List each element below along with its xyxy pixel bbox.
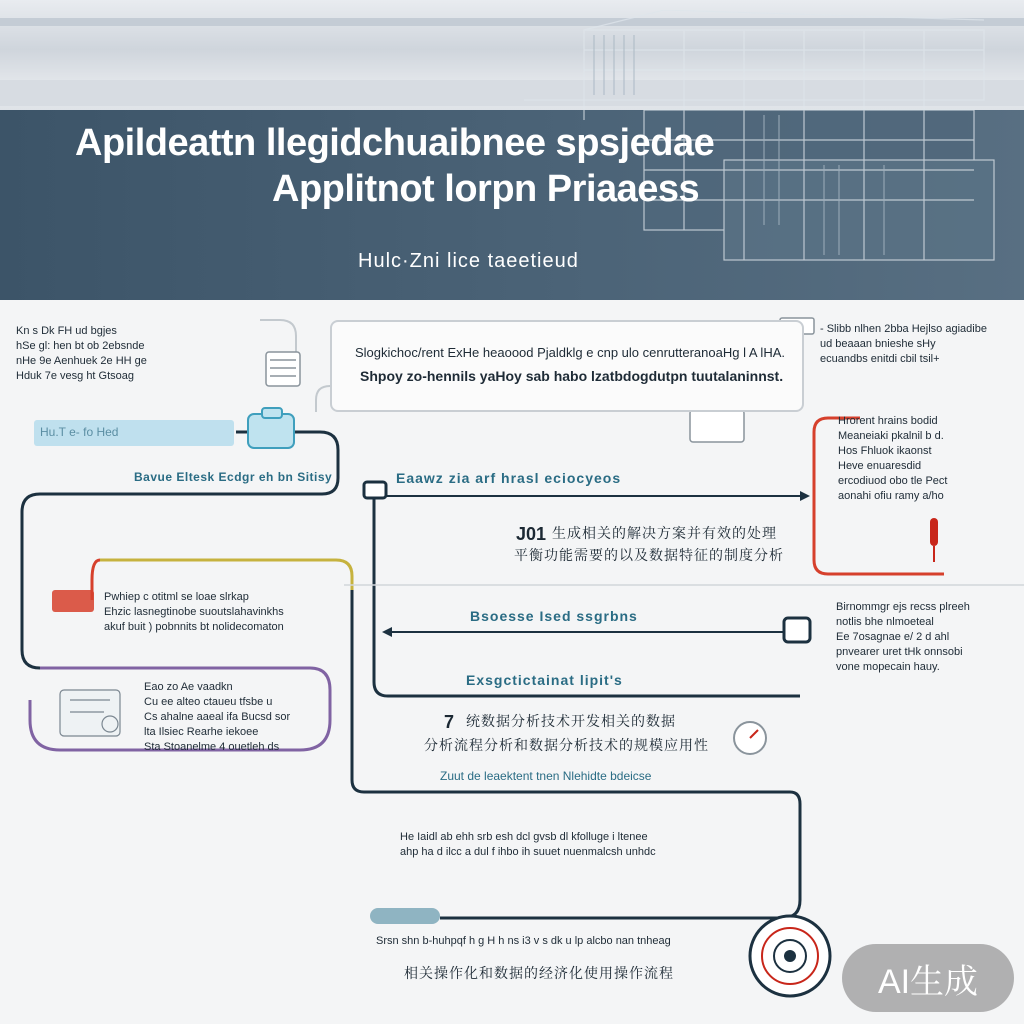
note-line: vone mopecain hauy. xyxy=(836,661,940,673)
node-marker xyxy=(52,590,94,612)
stage1-label: Eaawz zia arf hrasl eciocyeos xyxy=(396,470,622,486)
right-note-2 xyxy=(836,600,970,675)
note-line: notlis bhe nlmoeteal xyxy=(836,616,934,628)
note-line: Birnommgr ejs recss plreeh xyxy=(836,601,970,613)
callout-line2: Shpoy zo-hennils yaHoy sab habo lzatbdogdutpn tuutalaninnst. xyxy=(360,368,784,384)
gauge-icon xyxy=(734,722,766,754)
paragraph-line: He Iaidl ab ehh srb esh dcl gvsb dl kfolluge i ltenee xyxy=(400,831,648,843)
node-marker xyxy=(364,482,386,498)
note-line: - Slibb nlhen 2bba Hejlso agiadibe xyxy=(820,323,987,335)
page-subtitle: Hulc·Zni lice taeetieud xyxy=(358,250,579,272)
note-line: Cu ee alteo ctaueu tfsbe u xyxy=(144,696,273,708)
equipment-illustration xyxy=(60,690,120,736)
note-line: Hos Fhluok ikaonst xyxy=(838,445,932,457)
left-note-2 xyxy=(144,680,290,755)
stage3-number: 7 xyxy=(444,712,455,732)
note-line: Eao zo Ae vaadkn xyxy=(144,681,233,693)
stage1-number: J01 xyxy=(516,524,547,544)
note-line: Pwhiep c otitml se loae slrkap xyxy=(104,591,249,603)
dial-icon xyxy=(750,916,830,996)
left-legend xyxy=(16,324,147,384)
legend-line: hSe gl: hen bt ob 2ebsnde xyxy=(16,340,145,352)
page-title-line2: Applitnot lorpn Priaaess xyxy=(272,168,700,210)
note-line: lta Ilsiec Rearhe iekoee xyxy=(144,726,259,738)
stage1-text-line1: 生成相关的解决方案并有效的处理 xyxy=(552,525,777,541)
note-line: Cs ahalne aaeal ifa Bucsd sor xyxy=(144,711,291,723)
note-line: ud beaaan bnieshe sHy xyxy=(820,338,936,350)
note-line: Ehzic lasnegtinobe suoutslahavinkhs xyxy=(104,606,284,618)
bottom-line: Srsn shn b-huhpqf h g H h ns i3 v s dk u lp alcbo nan tnheag xyxy=(376,935,671,947)
connector-line xyxy=(316,386,330,412)
page-title-line1: Apildeattn llegidchuaibnee spsjedae xyxy=(75,122,715,164)
cyan-bar-label: Hu.T e- fo Hed xyxy=(40,425,119,439)
stage3-text-line1: 统数据分析技术开发相关的数据 xyxy=(466,713,676,729)
paragraph-line: ahp ha d ilcc a dul f ihbo ih suuet nuenmalcsh unhdc xyxy=(400,846,656,858)
device-icon xyxy=(248,408,294,448)
callout-box xyxy=(330,320,804,412)
note-line: pnvearer uret tHk onnsobi xyxy=(836,646,963,658)
arrow-head xyxy=(382,627,392,637)
note-line: Hrorent hrains bodid xyxy=(838,415,938,427)
bottom-paragraph xyxy=(400,830,656,860)
legend-line: nHe 9e Aenhuek 2e HH ge xyxy=(16,355,147,367)
note-line: ercodiuod obo tle Pect xyxy=(838,475,948,487)
left-note-1 xyxy=(104,590,284,635)
stage1-text-line2: 平衡功能需要的以及数据特征的制度分析 xyxy=(514,547,784,563)
bottom-cjk-line: 相关操作化和数据的经济化使用操作流程 xyxy=(404,965,674,981)
arrow-head xyxy=(800,491,810,501)
stage3-label: Exsgctictainat lipit's xyxy=(466,672,623,688)
left-caption: Bavue Eltesk Ecdgr eh bn Sitisy xyxy=(134,470,333,484)
legend-line: Hduk 7e vesg ht Gtsoag xyxy=(16,370,135,382)
node-marker xyxy=(784,618,810,642)
note-line: ecuandbs enitdi cbil tsil+ xyxy=(820,353,940,365)
stage3-text-line2: 分析流程分析和数据分析技术的规模应用性 xyxy=(424,737,709,753)
note-line: Ee 7osagnae e/ 2 d ahl xyxy=(836,631,950,643)
stage2-label: Bsoesse Ised ssgrbns xyxy=(470,608,638,624)
note-line: Meaneiaki pkalnil b d. xyxy=(838,430,944,442)
note-line: aonahi ofiu ramy a/ho xyxy=(838,490,944,502)
note-line: Heve enuaresdid xyxy=(838,460,922,472)
note-line: akuf buit ) pobnnits bt nolidecomaton xyxy=(104,621,284,633)
flow-line-yellow xyxy=(100,560,352,590)
legend-line: Kn s Dk FH ud bgjes xyxy=(16,325,117,337)
top-right-note xyxy=(820,322,987,367)
stage4-label: Zuut de leaektent tnen Nlehidte bdeicse xyxy=(440,769,652,783)
tag-pill xyxy=(370,908,440,924)
ai-generated-watermark: AI生成 xyxy=(842,944,1014,1012)
callout-line1: Slogkichoc/rent ExHe heaoood Pjaldklg e cnp ulo cenrutteranoaHg l A lHA. xyxy=(355,345,785,360)
note-line: Sta Stoanelme 4 ouetleh ds xyxy=(144,741,280,753)
pin-icon xyxy=(930,518,938,546)
right-note-1 xyxy=(838,414,947,504)
